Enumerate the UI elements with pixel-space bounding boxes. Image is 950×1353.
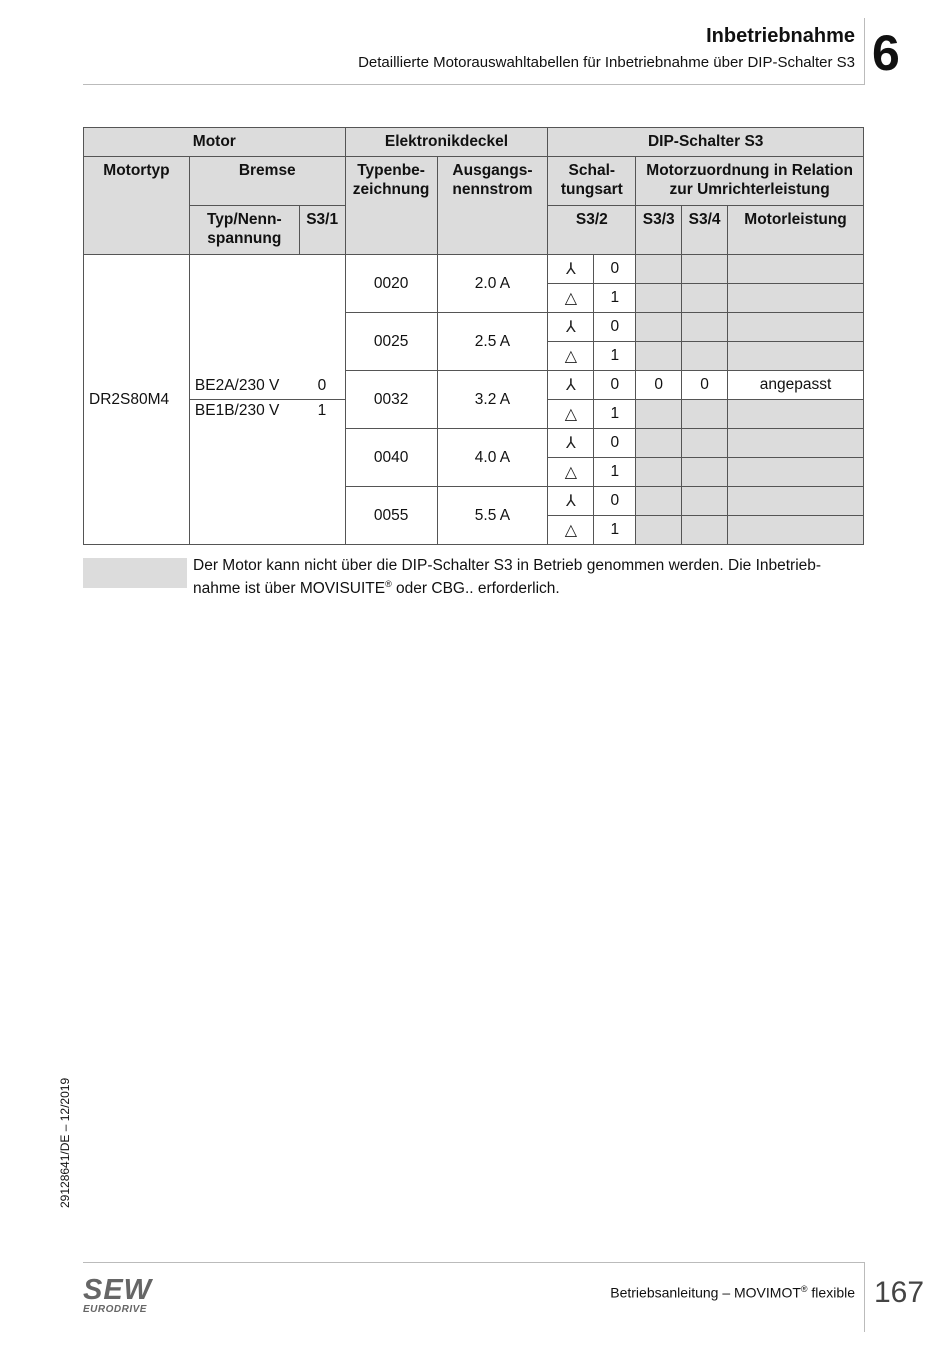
s3-2-value: 1 [594, 400, 636, 429]
s3-4-value [682, 284, 728, 313]
s3-3-value [636, 284, 682, 313]
s3-4-value [682, 342, 728, 371]
s3-3-value [636, 487, 682, 516]
table-row [84, 255, 864, 284]
s3-3-value [636, 516, 682, 545]
chapter-number: 6 [872, 25, 900, 81]
s3-4-value [682, 400, 728, 429]
star-connection-icon: ⅄ [548, 487, 594, 516]
footer-divider-vertical [864, 1262, 865, 1332]
s3-2-value: 0 [594, 487, 636, 516]
header-typ-nennspannung: Typ/Nenn- spannung [189, 206, 299, 255]
section-subtitle: Detaillierte Motorauswahltabellen für Inbetriebnahme über DIP-Schalter S3 [358, 54, 855, 71]
brake-type-cell: BE2A/230 V [189, 255, 299, 400]
sew-logo: SEW EURODRIVE [83, 1274, 153, 1315]
s3-3-value [636, 458, 682, 487]
motor-power-cell [728, 516, 864, 545]
delta-connection-icon: △ [548, 516, 594, 545]
motor-type-cell: DR2S80M4 [84, 255, 190, 545]
cover-type-cell: 0040 [345, 429, 437, 487]
output-current-cell: 2.0 A [437, 255, 548, 313]
motor-power-cell [728, 342, 864, 371]
group-header-motor: Motor [84, 128, 346, 157]
delta-connection-icon: △ [548, 284, 594, 313]
legend-text: Der Motor kann nicht über die DIP-Schalter S3 in Betrieb genommen werden. Die Inbetrieb- nahme ist über MOVISUITE® oder CBG.. erforderlich. [193, 557, 822, 598]
s3-3-value [636, 342, 682, 371]
motor-power-cell [728, 429, 864, 458]
header-bremse: Bremse [189, 157, 345, 206]
cover-type-cell: 0032 [345, 371, 437, 429]
s3-2-value: 0 [594, 313, 636, 342]
star-connection-icon: ⅄ [548, 255, 594, 284]
s3-4-value [682, 487, 728, 516]
motor-power-cell [728, 400, 864, 429]
delta-connection-icon: △ [548, 342, 594, 371]
star-connection-icon: ⅄ [548, 429, 594, 458]
output-current-cell: 4.0 A [437, 429, 548, 487]
group-header-dip: DIP-Schalter S3 [548, 128, 864, 157]
cover-type-cell: 0055 [345, 487, 437, 545]
output-current-cell: 5.5 A [437, 487, 548, 545]
header-motortyp: Motortyp [84, 157, 190, 255]
header-motorleistung: Motorleistung [728, 206, 864, 255]
output-current-cell: 2.5 A [437, 313, 548, 371]
s3-2-value: 1 [594, 284, 636, 313]
motor-selection-table [83, 127, 864, 545]
s3-4-value [682, 429, 728, 458]
s3-3-value: 0 [636, 371, 682, 400]
cover-type-cell: 0020 [345, 255, 437, 313]
delta-connection-icon: △ [548, 458, 594, 487]
s3-3-value [636, 400, 682, 429]
page-number: 167 [874, 1276, 925, 1309]
header-motorzuordnung: Motorzuordnung in Relation zur Umrichterleistung [636, 157, 864, 206]
star-connection-icon: ⅄ [548, 371, 594, 400]
s3-4-value [682, 255, 728, 284]
star-connection-icon: ⅄ [548, 313, 594, 342]
delta-connection-icon: △ [548, 400, 594, 429]
header-typenbezeichnung: Typenbe- zeichnung [345, 157, 437, 255]
s3-4-value [682, 313, 728, 342]
header-ausgangsnennstrom: Ausgangs- nennstrom [437, 157, 548, 255]
motor-power-cell: angepasst [728, 371, 864, 400]
s3-2-value: 0 [594, 429, 636, 458]
legend-swatch [83, 558, 187, 588]
output-current-cell: 3.2 A [437, 371, 548, 429]
header-s3-3: S3/3 [636, 206, 682, 255]
s3-3-value [636, 429, 682, 458]
chapter-title: Inbetriebnahme [706, 25, 855, 47]
document-code: 29128641/DE – 12/2019 [58, 1077, 72, 1208]
motor-power-cell [728, 255, 864, 284]
s3-3-value [636, 313, 682, 342]
header-schaltungsart: Schal- tungsart [548, 157, 636, 206]
group-header-cover: Elektronikdeckel [345, 128, 548, 157]
cover-type-cell: 0025 [345, 313, 437, 371]
header-divider [83, 84, 865, 85]
s3-4-value: 0 [682, 371, 728, 400]
s3-2-value: 1 [594, 458, 636, 487]
motor-power-cell [728, 487, 864, 516]
header-divider-vertical [864, 18, 865, 84]
brake-s3-1-cell: 1 [299, 400, 345, 545]
s3-2-value: 0 [594, 255, 636, 284]
s3-2-value: 1 [594, 516, 636, 545]
brake-s3-1-cell: 0 [299, 255, 345, 400]
s3-4-value [682, 458, 728, 487]
brake-type-cell: BE1B/230 V [189, 400, 299, 545]
header-s3-4: S3/4 [682, 206, 728, 255]
s3-2-value: 0 [594, 371, 636, 400]
s3-3-value [636, 255, 682, 284]
s3-4-value [682, 516, 728, 545]
motor-power-cell [728, 458, 864, 487]
motor-power-cell [728, 284, 864, 313]
motor-power-cell [728, 313, 864, 342]
footer-document-title: Betriebsanleitung – MOVIMOT® flexible [610, 1284, 855, 1301]
header-s3-1: S3/1 [299, 206, 345, 255]
header-s3-2: S3/2 [548, 206, 636, 255]
footer-divider [83, 1262, 865, 1263]
s3-2-value: 1 [594, 342, 636, 371]
